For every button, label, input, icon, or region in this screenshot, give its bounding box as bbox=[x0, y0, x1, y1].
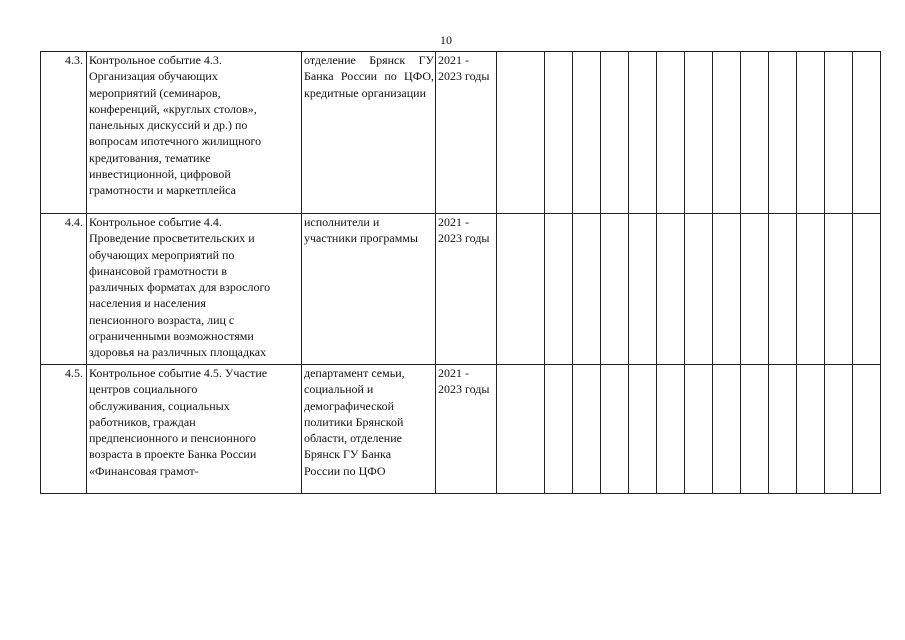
empty-cell bbox=[629, 214, 657, 365]
empty-cell bbox=[497, 52, 545, 214]
row-number: 4.4. bbox=[41, 214, 87, 365]
responsible-party: департамент семьи, социальной и демографической политики Брянской области, отделение Брянск ГУ Банка России по ЦФО bbox=[302, 365, 436, 494]
empty-cell bbox=[657, 52, 685, 214]
empty-cell bbox=[825, 214, 853, 365]
period: 2021 - 2023 годы bbox=[436, 365, 497, 494]
empty-cell bbox=[825, 52, 853, 214]
page-number: 10 bbox=[440, 33, 452, 47]
empty-cell bbox=[853, 365, 881, 494]
table-row bbox=[41, 52, 881, 214]
table-row bbox=[41, 365, 881, 494]
empty-cell bbox=[497, 214, 545, 365]
empty-cell bbox=[573, 214, 601, 365]
empty-cell bbox=[713, 214, 741, 365]
empty-cell bbox=[825, 365, 853, 494]
empty-cell bbox=[769, 365, 797, 494]
row-number: 4.5. bbox=[41, 365, 87, 494]
event-description: Контрольное событие 4.4. Проведение просветительских и обучающих мероприятий по финансовой грамотности в различных форматах для взрослого населения и населения пенсионного возраста, лиц с ограниченными возможностями здоровья на различных площадках bbox=[87, 214, 302, 365]
empty-cell bbox=[741, 365, 769, 494]
empty-cell bbox=[545, 365, 573, 494]
empty-cell bbox=[573, 365, 601, 494]
empty-cell bbox=[545, 52, 573, 214]
empty-cell bbox=[741, 214, 769, 365]
empty-cell bbox=[657, 365, 685, 494]
empty-cell bbox=[629, 52, 657, 214]
empty-cell bbox=[601, 214, 629, 365]
period: 2021 - 2023 годы bbox=[436, 214, 497, 365]
empty-cell bbox=[497, 365, 545, 494]
empty-cell bbox=[573, 52, 601, 214]
empty-cell bbox=[853, 52, 881, 214]
empty-cell bbox=[657, 214, 685, 365]
empty-cell bbox=[685, 52, 713, 214]
empty-cell bbox=[685, 365, 713, 494]
empty-cell bbox=[769, 214, 797, 365]
empty-cell bbox=[713, 52, 741, 214]
empty-cell bbox=[713, 365, 741, 494]
table-row bbox=[41, 214, 881, 365]
empty-cell bbox=[741, 52, 769, 214]
empty-cell bbox=[601, 52, 629, 214]
empty-cell bbox=[545, 214, 573, 365]
event-description: Контрольное событие 4.5. Участие центров социального обслуживания, социальных работников, граждан предпенсионного и пенсионного возраста в проекте Банка России «Финансовая грамот- bbox=[87, 365, 302, 494]
empty-cell bbox=[797, 52, 825, 214]
program-table bbox=[40, 51, 881, 494]
period: 2021 - 2023 годы bbox=[436, 52, 497, 214]
row-number: 4.3. bbox=[41, 52, 87, 214]
empty-cell bbox=[769, 52, 797, 214]
event-description: Контрольное событие 4.3. Организация обучающих мероприятий (семинаров, конференций, «круглых столов», панельных дискуссий и др.) по вопросам ипотечного жилищного кредитования, тематике инвестиционной, цифровой грамотности и маркетплейса bbox=[87, 52, 302, 214]
empty-cell bbox=[797, 214, 825, 365]
empty-cell bbox=[853, 214, 881, 365]
responsible-party: исполнители и участники программы bbox=[302, 214, 436, 365]
empty-cell bbox=[797, 365, 825, 494]
responsible-party: отделение Брянск ГУ Банка России по ЦФО, кредитные организации bbox=[302, 52, 436, 214]
empty-cell bbox=[601, 365, 629, 494]
empty-cell bbox=[685, 214, 713, 365]
empty-cell bbox=[629, 365, 657, 494]
